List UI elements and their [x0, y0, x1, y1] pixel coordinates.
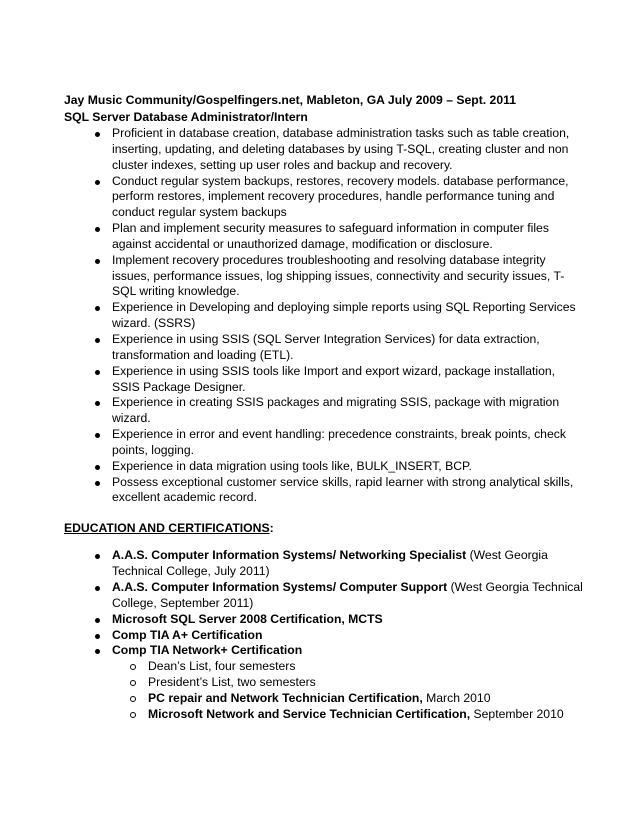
duty-item: Plan and implement security measures to safeguard information in computer files against accidental or unauthorized damage, modification or disclosure.	[64, 221, 584, 253]
job-title: SQL Server Database Administrator/Intern	[64, 110, 308, 124]
education-item-title: Microsoft SQL Server 2008 Certification, MCTS	[112, 611, 383, 626]
education-item	[64, 548, 584, 580]
honor-item-detail: March 2010	[422, 691, 491, 706]
education-item-title: A.A.S. Computer Information Systems/ Computer Support	[112, 579, 448, 594]
education-item-title: Comp TIA A+ Certification	[112, 627, 263, 642]
honor-item-title: Microsoft Network and Service Technician Certification,	[148, 707, 471, 722]
honor-item-detail: President’s List, two semesters	[148, 675, 316, 690]
duty-item: Possess exceptional customer service skills, rapid learner with strong analytical skills, excellent academic record.	[64, 475, 584, 507]
education-item-detail: (West Georgia Technical College, July 2011)	[112, 548, 548, 578]
honors-list	[112, 659, 584, 723]
duty-item: Experience in using SSIS tools like Import and export wizard, package installation, SSIS Package Designer.	[64, 364, 584, 396]
education-item	[64, 628, 584, 644]
education-list	[64, 548, 584, 723]
education-item	[64, 643, 584, 723]
honor-item-detail: September 2010	[470, 707, 564, 722]
honor-item	[112, 691, 584, 707]
honor-item-title: PC repair and Network Technician Certification,	[148, 691, 423, 706]
duty-item: Experience in data migration using tools like, BULK_INSERT, BCP.	[64, 459, 584, 475]
education-heading-text: EDUCATION AND CERTIFICATIONS	[64, 521, 270, 535]
honor-item	[112, 659, 584, 675]
education-item-detail: (West Georgia Technical College, September 2011)	[112, 579, 583, 610]
education-item-title: A.A.S. Computer Information Systems/ Networking Specialist	[112, 548, 467, 562]
job-header: Jay Music Community/Gospelfingers.net, Mableton, GA July 2009 – Sept. 2011	[64, 93, 516, 107]
education-item-title: Comp TIA Network+ Certification	[112, 643, 303, 658]
duty-item: Proficient in database creation, database administration tasks such as table creation, inserting, updating, and deleting databases by using T-SQL, creating cluster and non cluster indexes, setting up user roles and backup and recovery.	[64, 126, 584, 174]
honor-item	[112, 707, 584, 723]
duty-item: Experience in using SSIS (SQL Server Integration Services) for data extraction, transformation and loading (ETL).	[64, 332, 584, 364]
education-item	[64, 612, 584, 628]
duty-item: Experience in creating SSIS packages and migrating SSIS, package with migration wizard.	[64, 395, 584, 427]
education-heading-colon: :	[269, 521, 274, 535]
duty-item: Conduct regular system backups, restores, recovery models. database performance, perform restores, implement recovery procedures, handle performance tuning and conduct regular system backups	[64, 174, 584, 222]
education-item	[64, 580, 584, 612]
duty-item: Implement recovery procedures troubleshooting and resolving database integrity issues, performance issues, log shipping issues, connectivity and security issues, T-SQL writing knowledge.	[64, 253, 584, 301]
honor-item-detail: Dean’s List, four semesters	[148, 659, 296, 674]
duty-item: Experience in error and event handling: precedence constraints, break points, check points, logging.	[64, 427, 584, 459]
honor-item	[112, 675, 584, 691]
education-heading	[64, 520, 274, 537]
duty-item: Experience in Developing and deploying simple reports using SQL Reporting Services wizard. (SSRS)	[64, 300, 584, 332]
duties-list	[64, 126, 584, 506]
